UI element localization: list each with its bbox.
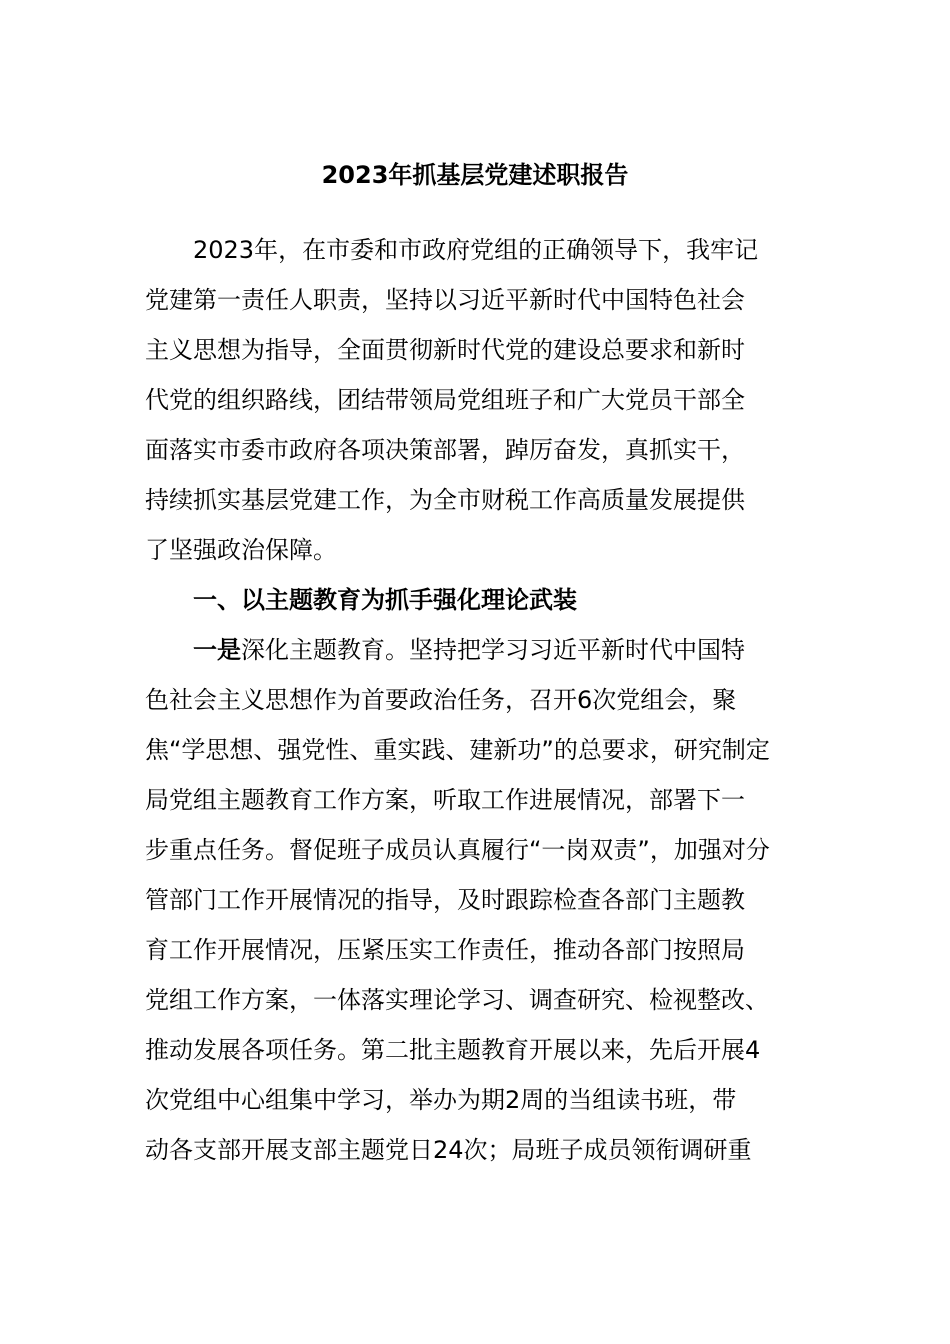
paragraph-line: 2023年，在市委和市政府党组的正确领导下，我牢记 [193, 236, 759, 264]
paragraph-lead: 一是 [193, 636, 241, 664]
paragraph-line: 推动发展各项任务。第二批主题教育开展以来，先后开展4 [145, 1036, 761, 1064]
paragraph-line: 色社会主义思想作为首要政治任务，召开6次党组会，聚 [145, 686, 737, 714]
paragraph-line [193, 630, 863, 670]
paragraph-line: 面落实市委市政府各项决策部署，踔厉奋发，真抓实干， [145, 436, 745, 464]
document-title: 2023年抓基层党建述职报告 [321, 161, 629, 189]
paragraph-line: 代党的组织路线，团结带领局党组班子和广大党员干部全 [145, 386, 745, 414]
paragraph-line: 党组工作方案，一体落实理论学习、调查研究、检视整改、 [145, 986, 769, 1014]
section-heading: 一、以主题教育为抓手强化理论武装 [193, 586, 577, 614]
paragraph-line: 育工作开展情况，压紧压实工作责任，推动各部门按照局 [145, 936, 745, 964]
paragraph-line: 管部门工作开展情况的指导，及时跟踪检查各部门主题教 [145, 886, 745, 914]
paragraph-line: 局党组主题教育工作方案，听取工作进展情况，部署下一 [145, 786, 745, 814]
paragraph-line: 持续抓实基层党建工作，为全市财税工作高质量发展提供 [145, 486, 745, 514]
paragraph-line: 了坚强政治保障。 [145, 536, 337, 564]
paragraph-line: 焦“学思想、强党性、重实践、建新功”的总要求，研究制定 [145, 736, 770, 764]
paragraph-line: 步重点任务。督促班子成员认真履行“一岗双责”，加强对分 [145, 836, 770, 864]
paragraph-line: 主义思想为指导，全面贯彻新时代党的建设总要求和新时 [145, 336, 745, 364]
paragraph-line: 动各支部开展支部主题党日24次；局班子成员领衔调研重 [145, 1136, 752, 1164]
paragraph-line: 次党组中心组集中学习，举办为期2周的当组读书班，带 [145, 1086, 737, 1114]
paragraph-line: 党建第一责任人职责，坚持以习近平新时代中国特色社会 [145, 286, 745, 314]
paragraph-lead-rest: 深化主题教育。坚持把学习习近平新时代中国特 [241, 636, 745, 664]
